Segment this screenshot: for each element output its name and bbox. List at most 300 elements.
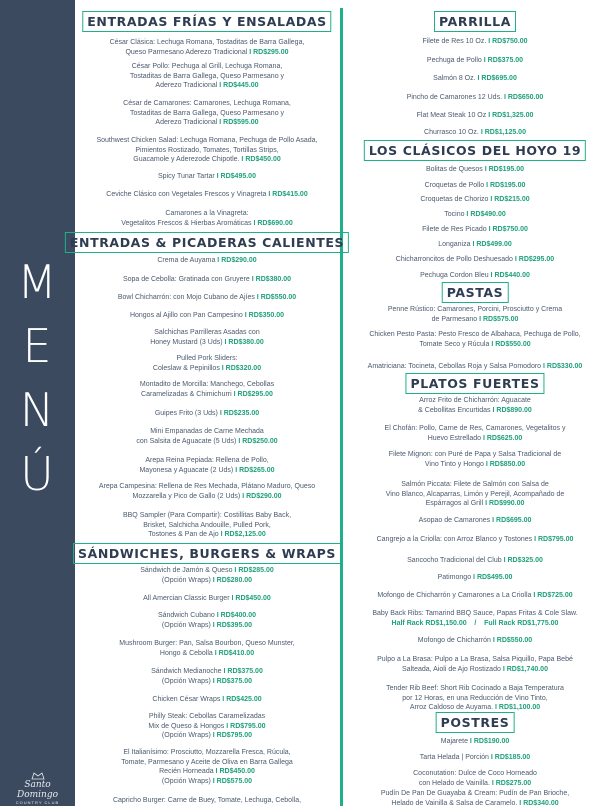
price-separator: I (240, 492, 247, 500)
item-text: Philly Steak: Cebollas Caramelizadas (148, 713, 266, 720)
item-line (84, 354, 330, 364)
menu-item (84, 99, 330, 128)
item-price: RD$320.00 (225, 364, 262, 372)
item-text: Pechuga Cordon Bleu (420, 272, 489, 279)
item-price: RD$695.00 (496, 517, 532, 524)
price-separator: I (464, 211, 471, 218)
item-price: RD$215.00 (494, 196, 530, 203)
item-text: Mini Empanadas de Carne Mechada (150, 428, 264, 435)
item-text: Chicken César Wraps (152, 696, 221, 703)
price-separator: I (478, 129, 485, 136)
price-separator: I (486, 38, 493, 45)
menu-item (350, 210, 600, 220)
item-text: con Helado de Vainilla. (418, 779, 490, 787)
item-price: RD$750.00 (492, 226, 528, 233)
price-separator: I (217, 82, 224, 89)
item-line (84, 48, 330, 58)
item-line (350, 591, 600, 601)
item-line (84, 712, 330, 722)
item-price: RD$265.00 (239, 466, 275, 474)
item-text: Spicy Tunar Tartar (158, 173, 215, 180)
price-separator: I (512, 256, 519, 263)
item-price: RD$795.00 (537, 536, 574, 543)
item-text: Capricho Burger: Carne de Buey, Tomate, Lechuga, Cebolla, (112, 797, 302, 804)
item-line (84, 731, 330, 741)
item-price-options: Half Rack RD$1,150.00 / Full Rack RD$1,775.00 (391, 619, 559, 627)
item-price: RD$595.00 (223, 119, 259, 126)
item-price: RD$695.00 (481, 75, 517, 82)
item-text: Sándwich Cubano (157, 612, 215, 619)
price-separator: I (217, 119, 224, 126)
menu-item (350, 636, 600, 646)
item-price: RD$2,125.00 (224, 531, 266, 538)
left-column (69, 0, 345, 806)
price-separator: I (484, 182, 490, 189)
price-separator: I (214, 173, 221, 180)
menu-item (350, 424, 600, 443)
item-text: Guipes Frito (3 Uds) (154, 410, 218, 417)
item-line (84, 796, 330, 806)
item-text: Mushroom Burger: Pan, Salsa Bourbon, Queso Munster, (119, 640, 295, 647)
item-price: RD$850.00 (489, 460, 526, 468)
menu-item (350, 330, 600, 349)
item-text: Croquetas de Pollo (424, 182, 485, 189)
section-header: PASTAS (442, 282, 509, 303)
item-line (350, 56, 600, 66)
item-text: El Chofán: Pollo, Carne de Res, Camarones, Vegetalitos y (384, 425, 566, 432)
item-price: RD$350.00 (248, 312, 285, 319)
item-line (84, 311, 330, 321)
menu-item (350, 684, 600, 713)
item-text: Baby Back Ribs: Tamarind BBQ Sauce, Papas Fritas & Cole Slaw. (372, 610, 578, 617)
item-text: Mozzarella y Pico de Gallo (2 Uds) (132, 492, 241, 500)
menu-item (84, 667, 330, 686)
item-text: Honey Mustard (3 Uds) (150, 338, 223, 346)
item-line (84, 511, 330, 521)
price-separator: I (254, 294, 261, 301)
menu-item (84, 190, 330, 200)
item-price: RD$690.00 (257, 219, 293, 227)
item-text: Southwest Chicken Salad: Lechuga Romana, Pechuga de Pollo Asada, (96, 137, 318, 144)
item-line (350, 128, 600, 138)
item-line (350, 340, 600, 350)
item-price: RD$185.00 (494, 754, 531, 761)
item-line (84, 328, 330, 338)
item-line (350, 225, 600, 235)
menu-item (350, 305, 600, 324)
item-price: RD$575.00 (216, 777, 253, 785)
price-separator: I (481, 434, 487, 442)
item-line (84, 777, 330, 787)
menu-item (350, 396, 600, 415)
item-line (350, 305, 600, 315)
item-line (84, 99, 330, 109)
item-line (350, 480, 600, 490)
item-price: RD$290.00 (221, 257, 257, 264)
price-separator: I (236, 437, 243, 445)
item-price: RD$375.00 (227, 668, 263, 675)
item-text: Sopa de Cebolla: Gratinada con Gruyere (122, 276, 250, 283)
item-price: RD$1,125.00 (484, 129, 526, 136)
item-price: RD$425.00 (226, 696, 262, 703)
menu-title-vertical (0, 250, 75, 506)
item-price: RD$295.00 (237, 390, 273, 398)
price-separator: I (214, 612, 221, 619)
menu-item (350, 37, 600, 47)
item-price: RD$1,100.00 (498, 704, 541, 711)
item-text: Chicharroncitos de Pollo Deshuesado (395, 256, 513, 263)
menu-item (350, 535, 600, 545)
logo-subtitle: COUNTRY CLUB (15, 800, 60, 805)
price-separator: I (517, 799, 524, 806)
price-separator: I (531, 592, 538, 599)
item-price: RD$490.00 (470, 211, 506, 218)
price-separator: I (217, 410, 224, 417)
price-separator: I (210, 621, 217, 629)
item-price: RD$280.00 (216, 576, 253, 584)
price-separator: I (541, 363, 547, 370)
logo-script-text: Santo Domingo (16, 780, 59, 800)
menu-item (350, 573, 600, 583)
item-text: Arepa Reina Pepiada: Rellena de Pollo, (145, 457, 269, 464)
item-line (350, 789, 600, 799)
item-line (350, 396, 600, 406)
price-separator: I (490, 517, 497, 524)
item-text: Hongos al Ajillo con Pan Campesino (129, 312, 243, 319)
item-text: (Opción Wraps) (161, 621, 211, 629)
item-text: de Parmesano (431, 315, 478, 323)
menu-item (84, 611, 330, 630)
item-line (84, 566, 330, 576)
price-separator: I (232, 567, 239, 574)
item-line (84, 293, 330, 303)
item-text: Arroz Caldoso de Auyama. (409, 704, 494, 711)
item-text: Aderezo Tradicional (155, 119, 218, 126)
item-line (84, 677, 330, 687)
menu-item (84, 427, 330, 446)
price-separator: I (488, 754, 495, 761)
item-line (350, 74, 600, 84)
item-price: RD$625.00 (486, 434, 523, 442)
item-price: RD$795.00 (216, 732, 253, 739)
menu-item (84, 594, 330, 604)
item-line (350, 210, 600, 220)
menu-item (350, 93, 600, 103)
price-separator: I (493, 704, 499, 711)
menu-item (350, 789, 600, 806)
price-separator: I (489, 340, 496, 348)
price-separator: I (247, 48, 254, 56)
item-text: Bolitas de Quesos (425, 166, 483, 173)
item-price: RD$795.00 (230, 722, 266, 730)
item-line (84, 427, 330, 437)
section-header: PARRILLA (434, 11, 516, 32)
item-line (84, 275, 330, 285)
item-price: RD$1,325.00 (492, 112, 534, 119)
item-line (350, 753, 600, 763)
price-separator: I (224, 722, 231, 730)
item-line (350, 460, 600, 470)
item-text: Guacamole y Aderezode Chipotle. (133, 156, 240, 163)
price-separator: I (471, 574, 477, 581)
item-text: Queso Parmesano Aderezo Tradicional (125, 48, 248, 56)
menu-item (84, 639, 330, 658)
item-text: Tomate Seco y Rúcula (419, 340, 490, 348)
item-line (84, 456, 330, 466)
item-line (350, 737, 600, 747)
item-text: Churrasco 10 Oz. (424, 129, 479, 136)
section-header: POSTRES (436, 712, 515, 733)
item-line (84, 758, 330, 768)
price-separator: I (477, 315, 483, 323)
price-separator: I (219, 364, 226, 372)
price-separator: I (239, 156, 246, 163)
price-separator: I (210, 777, 217, 785)
item-text: Longaniza (438, 241, 471, 248)
item-text: Filete de Res Picado (422, 226, 487, 233)
item-line (84, 722, 330, 732)
item-line (84, 155, 330, 165)
section-header: PLATOS FUERTES (405, 373, 544, 394)
item-text: Filete Mignon: con Puré de Papa y Salsa Tradicional de (388, 451, 562, 458)
menu-item (350, 769, 600, 788)
price-separator: I (221, 668, 228, 675)
item-price: RD$450.00 (219, 768, 255, 775)
price-separator: I (222, 338, 229, 346)
menu-item (84, 482, 330, 501)
menu-letter-m: M (17, 255, 58, 309)
item-price: RD$450.00 (235, 595, 271, 602)
price-separator: I (483, 460, 490, 468)
item-price: RD$415.00 (272, 191, 308, 198)
item-line (84, 256, 330, 266)
item-price: RD$395.00 (216, 621, 253, 629)
item-line (84, 466, 330, 476)
item-text: Vegetalitos Frescos & Hierbas Aromáticas (121, 219, 252, 227)
item-text: Tarta Helada | Porción (419, 754, 489, 761)
item-text: & Cebollitas Encurtidas (418, 406, 491, 414)
item-text: Ceviche Clásico con Vegetales Frescos y Vinagreta (106, 191, 267, 198)
item-line (84, 190, 330, 200)
item-line (350, 240, 600, 250)
item-text: Chicken Pesto Pasta: Pesto Fresco de Albahaca, Pechuga de Pollo, (369, 331, 581, 338)
menu-letter-e: E (22, 319, 53, 373)
menu-letter-n: N (19, 383, 56, 437)
item-line (84, 521, 330, 531)
item-price: RD$195.00 (489, 182, 526, 189)
item-price: RD$725.00 (537, 592, 573, 599)
menu-item (84, 511, 330, 540)
price-separator: I (502, 94, 508, 101)
item-line (350, 434, 600, 444)
menu-item (84, 256, 330, 266)
item-text: Helado de Vainilla & Salsa de Caramelo. (391, 799, 518, 806)
item-price: RD$290.00 (246, 492, 282, 500)
menu-item (350, 362, 600, 372)
price-separator: I (215, 257, 222, 264)
item-text: Sándwich Medianoche (151, 668, 222, 675)
item-line (350, 424, 600, 434)
item-line (350, 769, 600, 779)
item-text: Pudín De Pan De Guayaba & Cream: Pudín de Pan Brioche, (380, 790, 570, 797)
item-line (350, 499, 600, 509)
price-separator: I (489, 779, 496, 787)
item-line (84, 437, 330, 447)
menu-item (84, 748, 330, 786)
price-separator: I (475, 75, 482, 82)
menu-item (84, 62, 330, 91)
item-line (350, 450, 600, 460)
menu-item (84, 380, 330, 399)
menu-item (84, 695, 330, 705)
menu-item (84, 311, 330, 321)
item-text: Mix de Queso & Hongos (148, 722, 225, 730)
section-header: ENTRADAS & PICADERAS CALIENTES (65, 232, 349, 253)
item-text: Pulled Pork Sliders: (176, 355, 238, 362)
item-text: César Pollo: Pechuga al Grill, Lechuga Romana, (131, 63, 283, 70)
menu-item (350, 591, 600, 601)
menu-item (84, 275, 330, 285)
menu-item (350, 111, 600, 121)
menu-item (84, 136, 330, 165)
item-line (350, 362, 600, 372)
item-text: Salteada, Aioli de Ajo Rostizado (402, 665, 501, 673)
club-logo (6, 770, 69, 806)
price-separator: I (482, 166, 489, 173)
menu-item (84, 293, 330, 303)
item-price: RD$499.00 (476, 241, 512, 248)
item-text: Croquetas de Chorizo (420, 196, 489, 203)
item-line (84, 611, 330, 621)
item-price: RD$550.00 (496, 637, 533, 644)
item-price: RD$1,740.00 (506, 665, 548, 673)
item-text: Camarones a la Vinagreta: (165, 210, 249, 217)
item-text: Vino Tinto y Hongo (424, 460, 484, 468)
menu-item (84, 328, 330, 347)
item-line (84, 492, 330, 502)
item-line (350, 556, 600, 566)
item-price: RD$250.00 (242, 437, 278, 445)
item-line (84, 667, 330, 677)
menu-item (350, 737, 600, 747)
menu-item (350, 240, 600, 250)
item-line (84, 748, 330, 758)
item-text: Tender Rib Beef: Short Rib Cocinado a Baja Temperatura (386, 685, 564, 692)
price-separator: I (210, 576, 217, 584)
price-separator: I (486, 112, 493, 119)
item-line (84, 146, 330, 156)
item-line (350, 535, 600, 545)
item-text: Bowl Chicharrón: con Mojo Cubano de Ajíes (117, 294, 255, 301)
item-price: RD$235.00 (223, 410, 260, 417)
item-line (84, 695, 330, 705)
item-price: RD$295.00 (253, 48, 289, 56)
item-text: Salchichas Parrilleras Asadas con (154, 329, 260, 336)
price-separator: I (231, 390, 238, 398)
menu-item (84, 354, 330, 373)
price-separator: I (467, 738, 474, 745)
item-text: Huevo Estrellado (427, 434, 482, 442)
price-separator: I (481, 57, 488, 64)
menu-item (350, 655, 600, 674)
item-line (350, 609, 600, 619)
item-line (84, 38, 330, 48)
item-line (84, 576, 330, 586)
menu-item (84, 796, 330, 806)
item-text: Pincho de Camarones 12 Uds. (406, 94, 503, 101)
item-price: RD$340.00 (523, 799, 559, 806)
item-price: RD$445.00 (223, 82, 259, 89)
item-text: Coleslaw & Pepinillos (152, 364, 220, 372)
item-line (84, 81, 330, 91)
item-text: Caramelizadas & Chimichurri (141, 390, 232, 398)
item-price: RD$190.00 (473, 738, 510, 745)
item-text: Aderezo Tradicional (155, 82, 218, 89)
price-separator: I (213, 768, 220, 775)
column-divider (340, 8, 343, 806)
sidebar (0, 0, 75, 806)
item-price: RD$440.00 (494, 272, 530, 279)
item-line (350, 636, 600, 646)
item-line (84, 136, 330, 146)
price-separator: I (210, 677, 217, 685)
menu-item (350, 450, 600, 469)
item-line (84, 118, 330, 128)
item-text: BBQ Sampler (Para Compartir): Costillitas Baby Back, (122, 512, 292, 519)
item-line (84, 109, 330, 119)
item-line (350, 799, 600, 806)
item-price: RD$550.00 (495, 340, 531, 348)
section-header: SÁNDWICHES, BURGERS & WRAPS (73, 543, 341, 564)
item-text: por 12 Horas, en una Reducción de Vino Tinto, (402, 694, 548, 702)
item-price: RD$285.00 (238, 567, 274, 574)
menu-item (84, 409, 330, 419)
item-text: Vino Blanco, Alcaparras, Limón y Perejil, Acompañado de (385, 490, 565, 498)
item-line (84, 364, 330, 374)
item-price: RD$450.00 (245, 156, 281, 163)
item-line (350, 779, 600, 789)
price-separator: I (490, 406, 497, 414)
item-text: Tostones & Pan de Ajo (148, 531, 219, 538)
item-price: RD$330.00 (546, 363, 583, 370)
item-price: RD$195.00 (488, 166, 525, 173)
item-line (84, 62, 330, 72)
item-line (84, 209, 330, 219)
item-price: RD$890.00 (496, 406, 532, 414)
item-line (84, 409, 330, 419)
price-separator: I (470, 241, 477, 248)
item-line (84, 219, 330, 229)
price-separator: I (266, 191, 273, 198)
item-text: Hongo & Cebolla (159, 649, 213, 657)
price-separator: I (218, 531, 225, 538)
item-text: El Italianísimo: Prosciutto, Mozzarella Fresca, Rúcula, (123, 749, 291, 756)
item-price: RD$375.00 (216, 677, 253, 685)
menu-item (350, 165, 600, 175)
price-separator: I (249, 276, 256, 283)
item-line (350, 406, 600, 416)
item-line (350, 684, 600, 694)
item-price: RD$650.00 (507, 94, 544, 101)
item-price: RD$575.00 (482, 315, 519, 323)
item-price: RD$275.00 (495, 779, 532, 787)
item-line (350, 271, 600, 281)
menu-item (350, 556, 600, 566)
item-text: Tostaditas de Barra Gallega, Queso Parmesano y (129, 109, 285, 117)
item-text: Crema de Auyama (157, 257, 216, 264)
item-text: Espárragos al Grill (425, 500, 484, 507)
item-text: Penne Rústico: Camarones, Porcini, Prosciutto y Crema (387, 306, 563, 313)
